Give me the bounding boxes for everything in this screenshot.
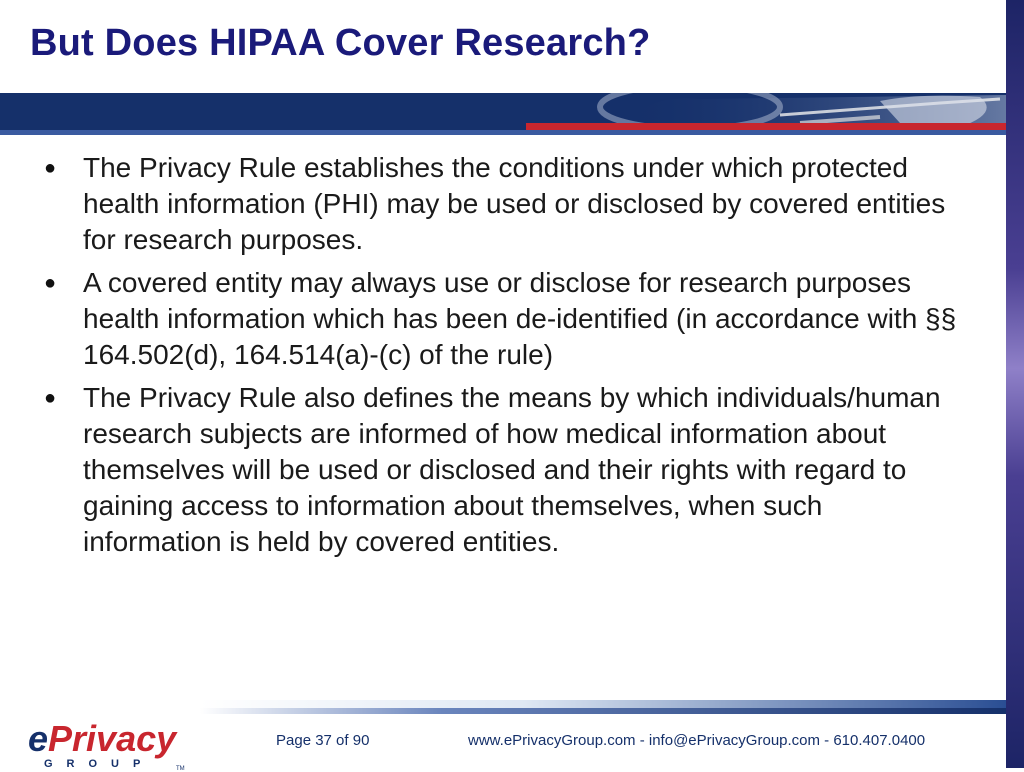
header-red-band xyxy=(526,123,1006,130)
right-decorative-bar xyxy=(1006,0,1024,768)
bullet-list xyxy=(44,150,964,560)
bullet-item xyxy=(44,265,964,373)
logo-wordmark xyxy=(28,720,176,758)
page-number: Page 37 of 90 xyxy=(276,732,370,749)
bullet-item xyxy=(44,380,964,560)
logo-e: e xyxy=(28,718,49,759)
slide-content xyxy=(44,150,964,567)
bullet-text: The Privacy Rule establishes the conditions under which protected health information (PHI) may be used or disclosed by covered entities for research purposes. xyxy=(83,152,946,255)
logo-trademark: TM xyxy=(176,766,185,772)
bullet-item xyxy=(44,150,964,258)
bullet-dot-icon: ● xyxy=(44,387,57,409)
contact-info: www.ePrivacyGroup.com - info@ePrivacyGroup.com - 610.407.0400 xyxy=(468,732,926,749)
header-banner xyxy=(0,93,1006,135)
company-logo xyxy=(28,718,185,772)
footer-band xyxy=(200,700,1006,714)
bullet-dot-icon: ● xyxy=(44,157,57,179)
logo-privacy: Privacy xyxy=(48,718,177,759)
bullet-text: A covered entity may always use or disclose for research purposes health information which has been de-identified (in accordance with §§ 164.502(d), 164.514(a)-(c) of the rule) xyxy=(83,267,957,370)
header-stripe xyxy=(0,130,1006,135)
slide-title: But Does HIPAA Cover Research? xyxy=(30,22,651,64)
bullet-text: The Privacy Rule also defines the means by which individuals/human research subjects are informed of how medical information about themselves will be used or disclosed and their rights with regard to gaining access to information about themselves, when such information is held by covered entities. xyxy=(83,382,941,557)
footer-band-dark xyxy=(200,708,1006,714)
logo-group: GROUP xyxy=(44,758,155,770)
bullet-dot-icon: ● xyxy=(44,272,57,294)
